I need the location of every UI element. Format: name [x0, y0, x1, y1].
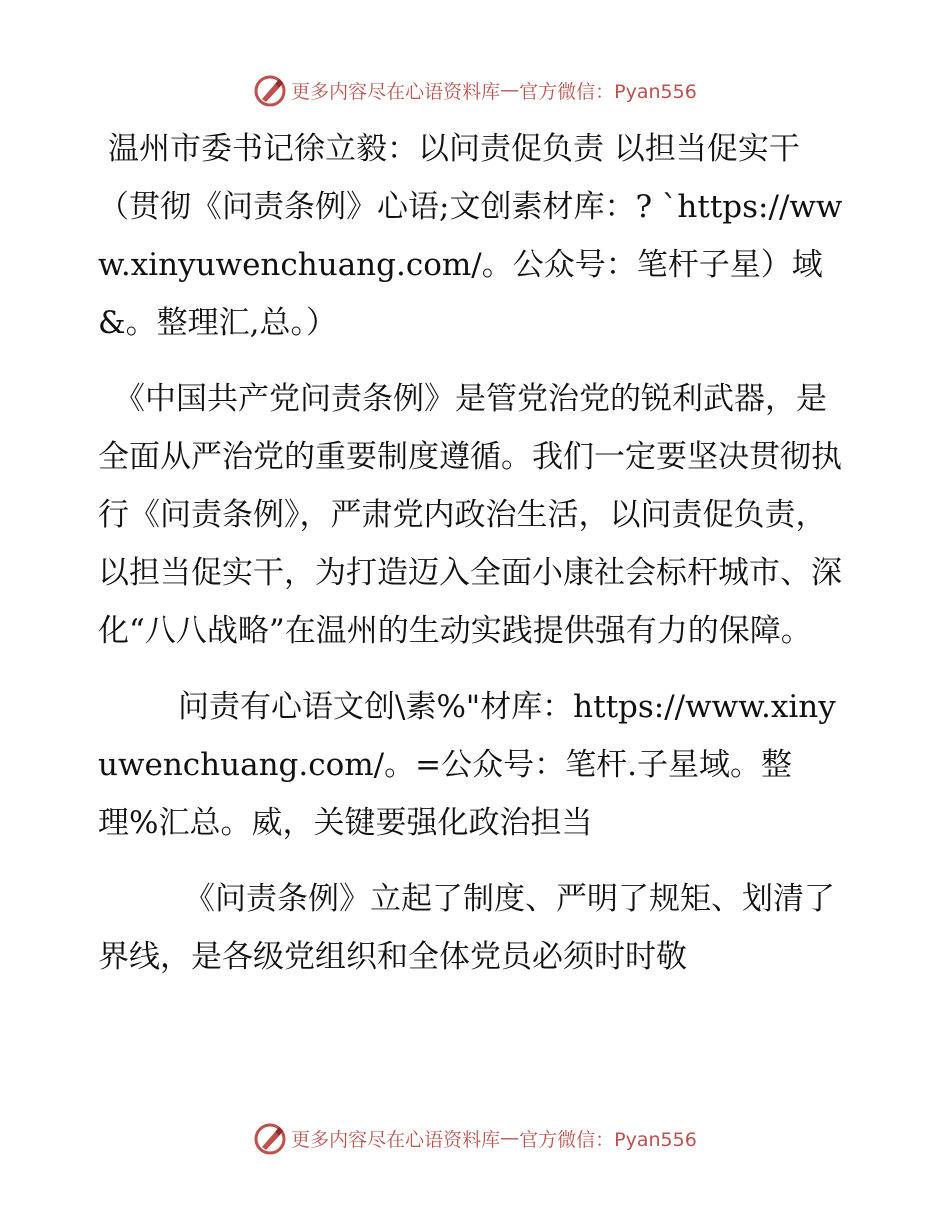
banner-dash: — — [500, 79, 520, 101]
paragraph-title: 温州市委书记徐立毅：以问责促负责 以担当促实干（贯彻《问责条例》心语;文创素材库：? `https://www.xinyuwenchuang.com/。公众号：笔杆子星）域&。整理汇,总。） — [98, 131, 843, 341]
footer-banner — [0, 1116, 950, 1160]
banner-title: 更多内容尽在心语资料库 — [291, 1128, 501, 1151]
pen-logo-icon — [253, 1121, 287, 1155]
banner-contact: 官方微信：Pyan556 — [519, 80, 697, 103]
banner-title: 更多内容尽在心语资料库 — [291, 80, 501, 103]
header-banner — [0, 68, 950, 112]
paragraph-intro: 《中国共产党问责条例》是管党治党的锐利武器，是全面从严治党的重要制度遵循。我们一定要坚决贯彻执行《问责条例》，严肃党内政治生活，以问责促负责，以担当促实干，为打造迈入全面小康社会标杆城市、深化“八八战略”在温州的生动实践提供强有力的保障。 — [98, 381, 842, 649]
paragraph-body: 《问责条例》立起了制度、严明了规矩、划清了界线，是各级党组织和全体党员必须时时敬 — [98, 881, 835, 975]
paragraph-section-heading: 问责有心语文创\素%"材库：https://www.xinyuwenchuang.com/。=公众号：笔杆.子星域。整理%汇总。威，关键要强化政治担当 — [98, 689, 836, 841]
banner-contact: 官方微信：Pyan556 — [519, 1128, 697, 1151]
pen-logo-icon — [253, 73, 287, 107]
banner-dash: — — [500, 1127, 520, 1149]
document-body — [98, 120, 850, 986]
